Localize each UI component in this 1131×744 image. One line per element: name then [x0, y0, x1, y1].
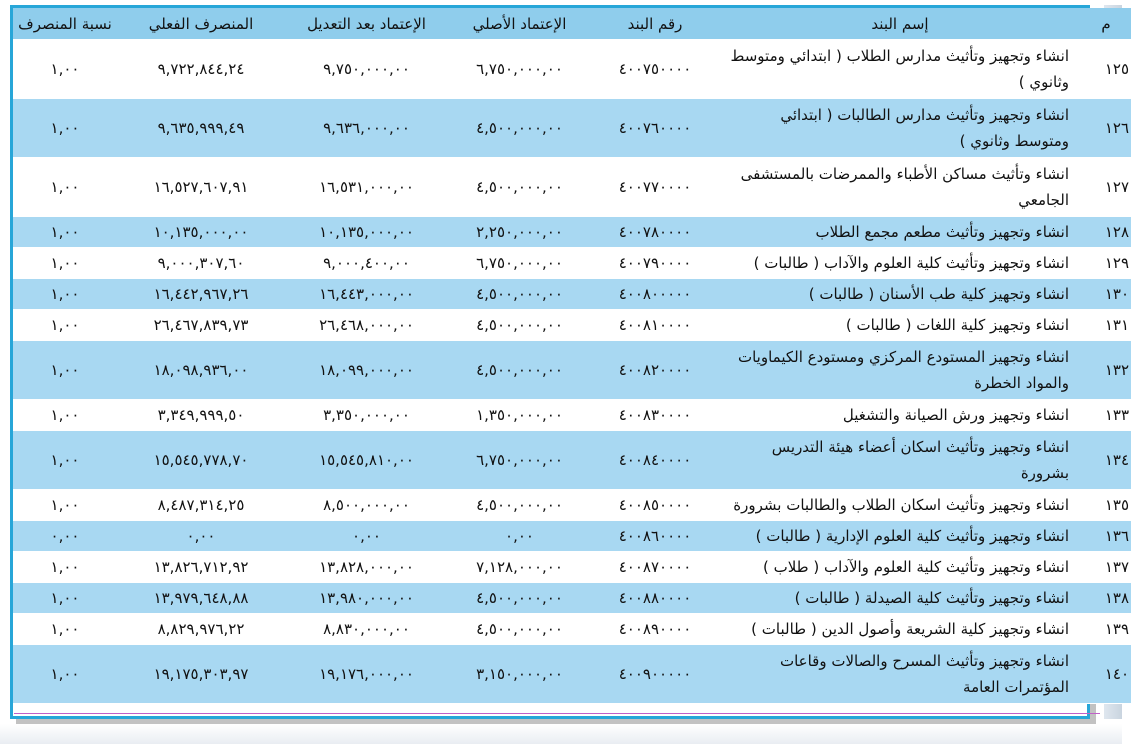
- row-spent-ratio: ١,٠٠: [13, 552, 117, 583]
- row-item-code: ٤٠٠٨٣٠٠٠٠: [591, 400, 719, 431]
- row-modified-budget: ٩,٦٣٦,٠٠٠,٠٠: [285, 99, 448, 158]
- row-modified-budget: ١٣,٩٨٠,٠٠٠,٠٠: [285, 583, 448, 614]
- row-item-code: ٤٠٠٩٠٠٠٠٠: [591, 645, 719, 704]
- row-number: ١٣٩: [1081, 614, 1131, 645]
- table-row: [13, 614, 1131, 645]
- row-actual-spent: ٨,٨٢٩,٩٧٦,٢٢: [117, 614, 285, 645]
- row-spent-ratio: ١,٠٠: [13, 614, 117, 645]
- row-item-code: ٤٠٠٧٩٠٠٠٠: [591, 248, 719, 279]
- row-item-name: انشاء وتأثيث مساكن الأطباء والممرضات بالمستشفى الجامعي: [719, 158, 1081, 217]
- row-spent-ratio: ١,٠٠: [13, 400, 117, 431]
- row-original-budget: ٤,٥٠٠,٠٠٠,٠٠: [448, 310, 591, 341]
- table-row: [13, 521, 1131, 552]
- row-actual-spent: ١٨,٠٩٨,٩٣٦,٠٠: [117, 341, 285, 400]
- row-original-budget: ٠,٠٠: [448, 521, 591, 552]
- row-original-budget: ٦,٧٥٠,٠٠٠,٠٠: [448, 40, 591, 99]
- row-original-budget: ٣,١٥٠,٠٠٠,٠٠: [448, 645, 591, 704]
- budget-table: [13, 8, 1131, 704]
- row-number: ١٣٤: [1081, 431, 1131, 490]
- table-row: [13, 400, 1131, 431]
- row-actual-spent: ٢٦,٤٦٧,٨٣٩,٧٣: [117, 310, 285, 341]
- table-row: [13, 248, 1131, 279]
- table-row: [13, 310, 1131, 341]
- row-spent-ratio: ١,٠٠: [13, 341, 117, 400]
- header-name: إسم البند: [719, 8, 1081, 40]
- row-spent-ratio: ١,٠٠: [13, 431, 117, 490]
- row-item-name: انشاء وتجهيز وتأثيث اسكان أعضاء هيئة التدريس بشرورة: [719, 431, 1081, 490]
- row-spent-ratio: ١,٠٠: [13, 217, 117, 248]
- row-actual-spent: ٨,٤٨٧,٣١٤,٢٥: [117, 490, 285, 521]
- row-spent-ratio: ١,٠٠: [13, 158, 117, 217]
- row-actual-spent: ٩,٧٢٢,٨٤٤,٢٤: [117, 40, 285, 99]
- row-modified-budget: ١٨,٠٩٩,٠٠٠,٠٠: [285, 341, 448, 400]
- row-number: ١٣٨: [1081, 583, 1131, 614]
- header-percent: نسبة المنصرف: [13, 8, 117, 40]
- row-number: ١٣١: [1081, 310, 1131, 341]
- row-item-code: ٤٠٠٨٨٠٠٠٠: [591, 583, 719, 614]
- row-number: ١٣٦: [1081, 521, 1131, 552]
- row-actual-spent: ١٦,٥٢٧,٦٠٧,٩١: [117, 158, 285, 217]
- row-item-code: ٤٠٠٧٥٠٠٠٠: [591, 40, 719, 99]
- row-item-code: ٤٠٠٧٦٠٠٠٠: [591, 99, 719, 158]
- row-original-budget: ٦,٧٥٠,٠٠٠,٠٠: [448, 431, 591, 490]
- row-item-code: ٤٠٠٨٥٠٠٠٠: [591, 490, 719, 521]
- row-item-name: انشاء وتجهيز وتأثيث كلية الصيدلة ( طالبات ): [719, 583, 1081, 614]
- row-modified-budget: ٩,٧٥٠,٠٠٠,٠٠: [285, 40, 448, 99]
- row-spent-ratio: ١,٠٠: [13, 279, 117, 310]
- table-row: [13, 99, 1131, 158]
- row-item-code: ٤٠٠٧٧٠٠٠٠: [591, 158, 719, 217]
- row-number: ١٢٨: [1081, 217, 1131, 248]
- row-spent-ratio: ١,٠٠: [13, 645, 117, 704]
- table-row: [13, 431, 1131, 490]
- row-spent-ratio: ١,٠٠: [13, 99, 117, 158]
- row-number: ١٣٢: [1081, 341, 1131, 400]
- row-modified-budget: ١٣,٨٢٨,٠٠٠,٠٠: [285, 552, 448, 583]
- table-row: [13, 552, 1131, 583]
- table-row: [13, 645, 1131, 704]
- row-original-budget: ٤,٥٠٠,٠٠٠,٠٠: [448, 158, 591, 217]
- row-spent-ratio: ١,٠٠: [13, 40, 117, 99]
- row-item-name: انشاء وتجهيز وتأثيث مدارس الطلاب ( ابتدائي ومتوسط وثانوي ): [719, 40, 1081, 99]
- row-modified-budget: ٨,٥٠٠,٠٠٠,٠٠: [285, 490, 448, 521]
- row-actual-spent: ٠,٠٠: [117, 521, 285, 552]
- header-actual: المنصرف الفعلي: [117, 8, 285, 40]
- row-item-name: انشاء وتجهيز كلية اللغات ( طالبات ): [719, 310, 1081, 341]
- row-modified-budget: ٠,٠٠: [285, 521, 448, 552]
- row-item-code: ٤٠٠٨٠٠٠٠٠: [591, 279, 719, 310]
- row-original-budget: ١,٣٥٠,٠٠٠,٠٠: [448, 400, 591, 431]
- row-number: ١٢٥: [1081, 40, 1131, 99]
- row-spent-ratio: ١,٠٠: [13, 490, 117, 521]
- row-number: ١٢٩: [1081, 248, 1131, 279]
- row-actual-spent: ١٣,٩٧٩,٦٤٨,٨٨: [117, 583, 285, 614]
- row-item-code: ٤٠٠٨٤٠٠٠٠: [591, 431, 719, 490]
- row-item-name: انشاء وتجهيز وتأثيث مطعم مجمع الطلاب: [719, 217, 1081, 248]
- row-actual-spent: ٩,٦٣٥,٩٩٩,٤٩: [117, 99, 285, 158]
- table-row: [13, 279, 1131, 310]
- row-item-code: ٤٠٠٧٨٠٠٠٠: [591, 217, 719, 248]
- table-row: [13, 158, 1131, 217]
- row-modified-budget: ٢٦,٤٦٨,٠٠٠,٠٠: [285, 310, 448, 341]
- row-actual-spent: ١٠,١٣٥,٠٠٠,٠٠: [117, 217, 285, 248]
- row-original-budget: ٢,٢٥٠,٠٠٠,٠٠: [448, 217, 591, 248]
- row-item-code: ٤٠٠٨٩٠٠٠٠: [591, 614, 719, 645]
- row-original-budget: ٤,٥٠٠,٠٠٠,٠٠: [448, 490, 591, 521]
- row-actual-spent: ١٩,١٧٥,٣٠٣,٩٧: [117, 645, 285, 704]
- row-original-budget: ٦,٧٥٠,٠٠٠,٠٠: [448, 248, 591, 279]
- header-original: الإعتماد الأصلي: [448, 8, 591, 40]
- table-row: [13, 40, 1131, 99]
- row-item-name: انشاء وتجهيز كلية طب الأسنان ( طالبات ): [719, 279, 1081, 310]
- row-actual-spent: ١٥,٥٤٥,٧٧٨,٧٠: [117, 431, 285, 490]
- row-original-budget: ٤,٥٠٠,٠٠٠,٠٠: [448, 583, 591, 614]
- header-num: م: [1081, 8, 1131, 40]
- table-row: [13, 490, 1131, 521]
- row-modified-budget: ٨,٨٣٠,٠٠٠,٠٠: [285, 614, 448, 645]
- row-actual-spent: ٣,٣٤٩,٩٩٩,٥٠: [117, 400, 285, 431]
- row-original-budget: ٤,٥٠٠,٠٠٠,٠٠: [448, 279, 591, 310]
- row-item-name: انشاء وتجهيز وتأثيث كلية العلوم والآداب ( طلاب ): [719, 552, 1081, 583]
- row-item-name: انشاء وتجهيز وتأثيث مدارس الطالبات ( ابتدائي ومتوسط وثانوي ): [719, 99, 1081, 158]
- table-row: [13, 583, 1131, 614]
- row-original-budget: ٧,١٢٨,٠٠٠,٠٠: [448, 552, 591, 583]
- row-actual-spent: ١٣,٨٢٦,٧١٢,٩٢: [117, 552, 285, 583]
- header-row: [13, 8, 1131, 40]
- row-item-code: ٤٠٠٨٦٠٠٠٠: [591, 521, 719, 552]
- row-number: ١٣٣: [1081, 400, 1131, 431]
- row-item-name: انشاء وتجهيز وتأثيث المسرح والصالات وقاعات المؤتمرات العامة: [719, 645, 1081, 704]
- row-actual-spent: ١٦,٤٤٢,٩٦٧,٢٦: [117, 279, 285, 310]
- row-item-name: انشاء وتجهيز وتأثيث كلية العلوم الإدارية ( طالبات ): [719, 521, 1081, 552]
- row-original-budget: ٤,٥٠٠,٠٠٠,٠٠: [448, 99, 591, 158]
- bottom-divider: [14, 713, 1100, 714]
- row-item-name: انشاء وتجهيز المستودع المركزي ومستودع الكيماويات والمواد الخطرة: [719, 341, 1081, 400]
- row-number: ١٣٠: [1081, 279, 1131, 310]
- row-modified-budget: ١٦,٥٣١,٠٠٠,٠٠: [285, 158, 448, 217]
- row-original-budget: ٤,٥٠٠,٠٠٠,٠٠: [448, 341, 591, 400]
- bottom-decoration: [0, 724, 1122, 744]
- row-item-name: انشاء وتجهيز ورش الصيانة والتشغيل: [719, 400, 1081, 431]
- row-actual-spent: ٩,٠٠٠,٣٠٧,٦٠: [117, 248, 285, 279]
- row-item-code: ٤٠٠٨٢٠٠٠٠: [591, 341, 719, 400]
- row-item-code: ٤٠٠٨٧٠٠٠٠: [591, 552, 719, 583]
- row-modified-budget: ١٠,١٣٥,٠٠٠,٠٠: [285, 217, 448, 248]
- row-spent-ratio: ١,٠٠: [13, 310, 117, 341]
- row-number: ١٢٦: [1081, 99, 1131, 158]
- row-modified-budget: ١٥,٥٤٥,٨١٠,٠٠: [285, 431, 448, 490]
- row-item-code: ٤٠٠٨١٠٠٠٠: [591, 310, 719, 341]
- row-item-name: انشاء وتجهيز وتأثيث اسكان الطلاب والطالبات بشرورة: [719, 490, 1081, 521]
- row-modified-budget: ٩,٠٠٠,٤٠٠,٠٠: [285, 248, 448, 279]
- header-modified: الإعتماد بعد التعديل: [285, 8, 448, 40]
- row-number: ١٤٠: [1081, 645, 1131, 704]
- row-number: ١٣٥: [1081, 490, 1131, 521]
- row-original-budget: ٤,٥٠٠,٠٠٠,٠٠: [448, 614, 591, 645]
- row-modified-budget: ٣,٣٥٠,٠٠٠,٠٠: [285, 400, 448, 431]
- row-spent-ratio: ٠,٠٠: [13, 521, 117, 552]
- row-item-name: انشاء وتجهيز وتأثيث كلية العلوم والآداب ( طالبات ): [719, 248, 1081, 279]
- table-row: [13, 341, 1131, 400]
- row-number: ١٣٧: [1081, 552, 1131, 583]
- row-modified-budget: ١٩,١٧٦,٠٠٠,٠٠: [285, 645, 448, 704]
- table-row: [13, 217, 1131, 248]
- row-item-name: انشاء وتجهيز كلية الشريعة وأصول الدين ( طالبات ): [719, 614, 1081, 645]
- row-spent-ratio: ١,٠٠: [13, 583, 117, 614]
- row-number: ١٢٧: [1081, 158, 1131, 217]
- header-code: رقم البند: [591, 8, 719, 40]
- row-modified-budget: ١٦,٤٤٣,٠٠٠,٠٠: [285, 279, 448, 310]
- row-spent-ratio: ١,٠٠: [13, 248, 117, 279]
